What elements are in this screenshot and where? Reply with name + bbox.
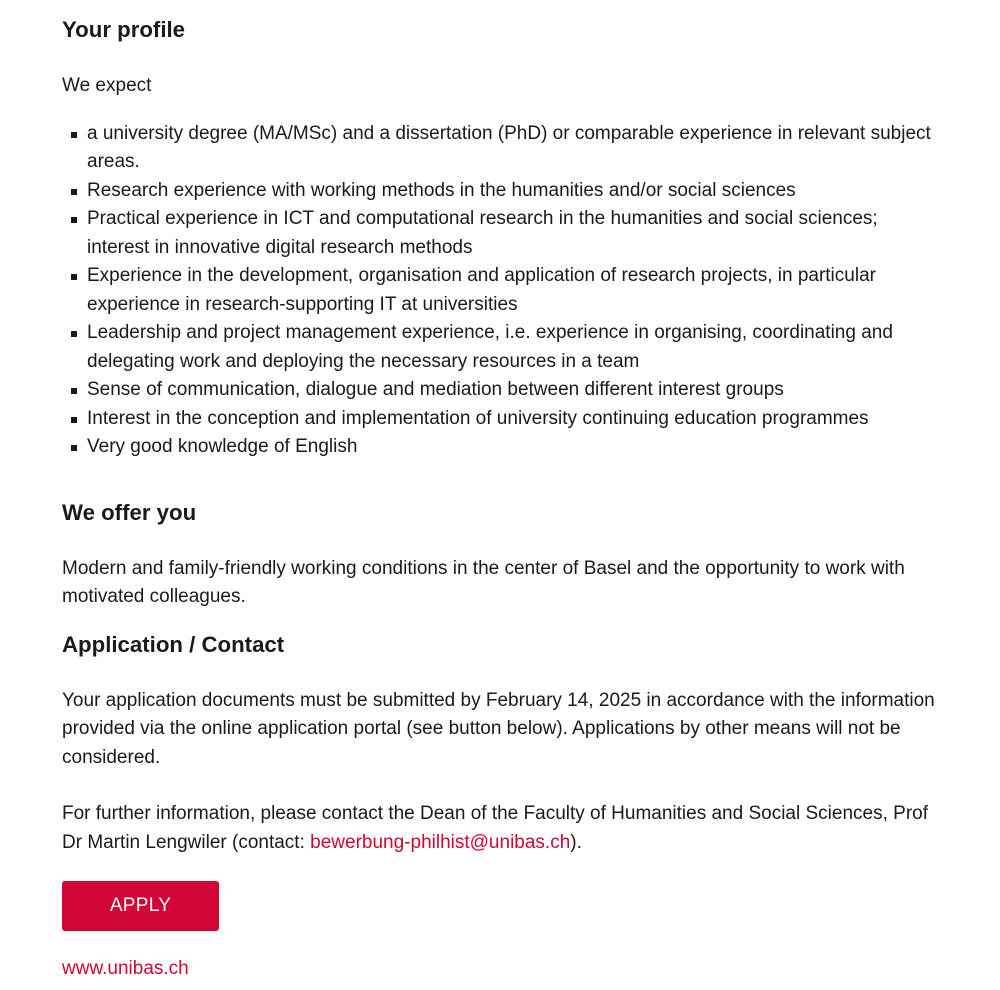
list-item bbox=[62, 205, 942, 262]
list-item-text: Leadership and project management experience, i.e. experience in organising, coordinating and delegating work and deploying the necessary resources in a team bbox=[87, 322, 893, 372]
spacer bbox=[62, 101, 942, 120]
spacer bbox=[62, 772, 942, 800]
offer-text: Modern and family-friendly working conditions in the center of Basel and the opportunity to work with motivated colleagues. bbox=[62, 557, 905, 607]
list-item-text: Experience in the development, organisation and application of research projects, in particular experience in research-supporting IT at universities bbox=[87, 265, 876, 315]
square-bullet-icon bbox=[71, 445, 77, 451]
application-heading: Application / Contact bbox=[62, 631, 285, 657]
apply-button[interactable]: APPLY bbox=[62, 881, 219, 931]
square-bullet-icon bbox=[71, 189, 77, 195]
square-bullet-icon bbox=[71, 331, 77, 337]
contact-prefix: For further information, please contact the Dean of the Faculty of Humanities and Social Sciences, Prof Dr Martin Lengwiler (contact: bbox=[62, 803, 928, 853]
square-bullet-icon bbox=[71, 388, 77, 394]
contact-email-link[interactable]: bewerbung-philhist@unibas.ch bbox=[310, 831, 571, 853]
list-item bbox=[62, 433, 942, 462]
list-item bbox=[62, 120, 942, 177]
square-bullet-icon bbox=[71, 217, 77, 223]
square-bullet-icon bbox=[71, 417, 77, 423]
list-item-text: Practical experience in ICT and computational research in the humanities and social sciences; interest in innovative digital research methods bbox=[87, 208, 878, 258]
spacer bbox=[62, 659, 942, 687]
list-item bbox=[62, 177, 942, 206]
spacer bbox=[62, 931, 942, 955]
profile-heading: Your profile bbox=[62, 17, 186, 42]
spacer bbox=[62, 44, 942, 72]
square-bullet-icon bbox=[71, 132, 77, 138]
list-item-text: Interest in the conception and implementation of university continuing education programmes bbox=[87, 407, 869, 429]
list-item bbox=[62, 376, 942, 405]
spacer bbox=[62, 857, 942, 881]
list-item-text: Very good knowledge of English bbox=[87, 436, 358, 457]
contact-text bbox=[62, 800, 942, 857]
website-link[interactable]: www.unibas.ch bbox=[62, 958, 189, 979]
profile-intro: We expect bbox=[62, 75, 152, 96]
list-item bbox=[62, 262, 942, 319]
spacer bbox=[62, 612, 942, 631]
application-text: Your application documents must be submitted by February 14, 2025 in accordance with the information provided via the online application portal (see button below). Applications by other means will not be considered. bbox=[62, 689, 935, 768]
square-bullet-icon bbox=[71, 274, 77, 280]
contact-suffix: ). bbox=[570, 831, 582, 853]
list-item-text: Research experience with working methods in the humanities and/or social sciences bbox=[87, 179, 796, 201]
list-item-text: Sense of communication, dialogue and mediation between different interest groups bbox=[87, 379, 784, 400]
list-item-text: a university degree (MA/MSc) and a dissertation (PhD) or comparable experience in relevant subject areas. bbox=[87, 122, 931, 172]
list-item bbox=[62, 405, 942, 434]
offer-heading: We offer you bbox=[62, 499, 197, 525]
requirements-list bbox=[62, 120, 942, 462]
spacer bbox=[62, 527, 942, 555]
spacer bbox=[62, 462, 942, 499]
job-posting-content bbox=[62, 16, 942, 984]
list-item bbox=[62, 319, 942, 376]
